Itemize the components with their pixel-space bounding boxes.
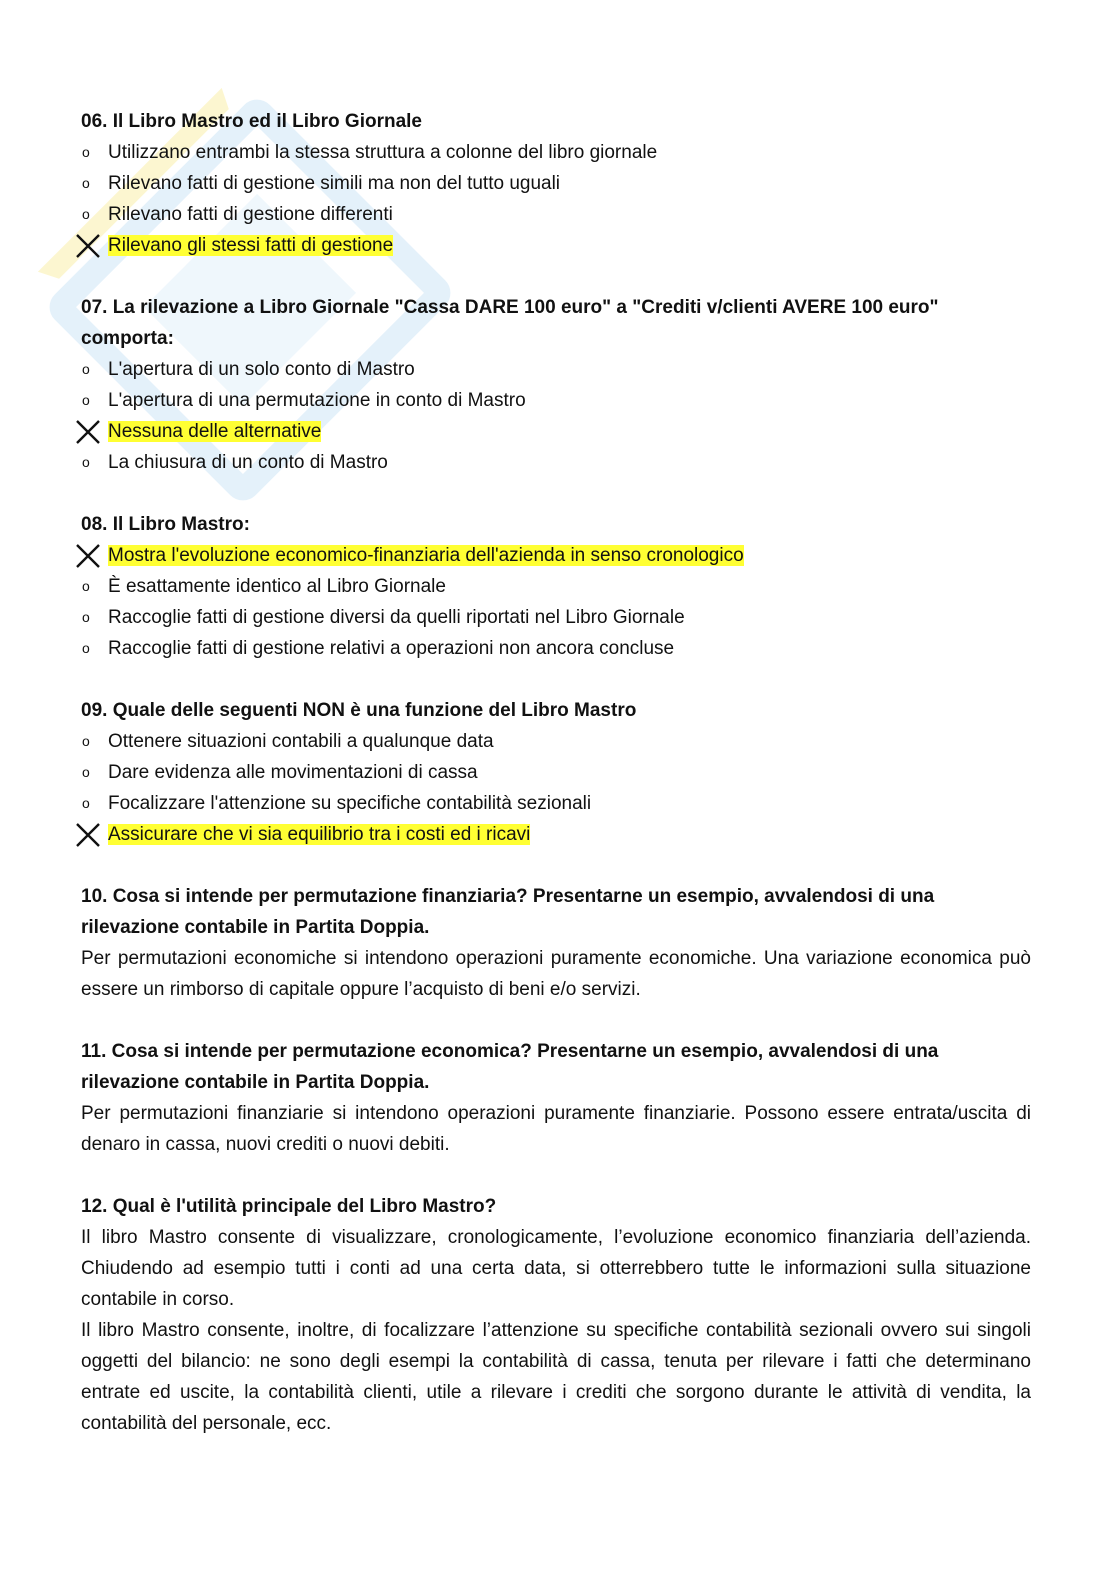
option: o Focalizzare l'attenzione su specifiche contabilità sezionali <box>81 788 1031 819</box>
option-selected <box>81 230 1031 261</box>
question-title: 12. Qual è l'utilità principale del Libro Mastro? <box>81 1196 497 1217</box>
question-title: 06. Il Libro Mastro ed il Libro Giornale <box>81 111 422 132</box>
option: o Raccoglie fatti di gestione relativi a operazioni non ancora concluse <box>81 633 1031 664</box>
bullet-icon: o <box>82 392 90 408</box>
question-06 <box>81 106 1031 261</box>
bullet-icon: o <box>82 609 90 625</box>
bullet-icon: o <box>82 454 90 470</box>
option: o Raccoglie fatti di gestione diversi da quelli riportati nel Libro Giornale <box>81 602 1031 633</box>
option: o L'apertura di una permutazione in conto di Mastro <box>81 385 1031 416</box>
option: o È esattamente identico al Libro Giornale <box>81 571 1031 602</box>
highlighted-answer: Nessuna delle alternative <box>108 421 322 442</box>
answer-paragraph: Per permutazioni finanziarie si intendono operazioni puramente finanziarie. Possono essere entrata/uscita di denaro in cassa, nuovi crediti o nuovi debiti. <box>81 1103 1031 1155</box>
bullet-icon: o <box>82 733 90 749</box>
answer-paragraph: Il libro Mastro consente, inoltre, di focalizzare l’attenzione su specifiche contabilità sezionali ovvero sui singoli oggetti del bilancio: ne sono degli esempi la contabilità di cassa, tenuta per rilevare i fatti che determinano entrate ed uscite, la contabilità clienti, utile a rilevare i crediti che sorgono durante le attività di vendita, la contabilità del personale, ecc. <box>81 1320 1031 1434</box>
question-12 <box>81 1191 1031 1439</box>
cross-mark-icon <box>74 418 102 446</box>
option: o La chiusura di un conto di Mastro <box>81 447 1031 478</box>
cross-mark-icon <box>74 542 102 570</box>
option: o Rilevano fatti di gestione differenti <box>81 199 1031 230</box>
option-selected <box>81 819 1031 850</box>
question-title: 10. Cosa si intende per permutazione finanziaria? Presentarne un esempio, avvalendosi di una rilevazione contabile in Partita Doppia. <box>81 886 935 938</box>
question-title: 07. La rilevazione a Libro Giornale "Cassa DARE 100 euro" a "Crediti v/clienti AVERE 100 euro" comporta: <box>81 297 939 349</box>
answer-paragraph: Per permutazioni economiche si intendono operazioni puramente economiche. Una variazione economica può essere un rimborso di capitale oppure l’acquisto di beni e/o servizi. <box>81 948 1031 1000</box>
option-selected <box>81 540 1031 571</box>
option: o L'apertura di un solo conto di Mastro <box>81 354 1031 385</box>
bullet-icon: o <box>82 144 90 160</box>
option: o Dare evidenza alle movimentazioni di cassa <box>81 757 1031 788</box>
document-body <box>81 106 1031 1470</box>
question-title: 08. Il Libro Mastro: <box>81 514 250 535</box>
option-selected <box>81 416 1031 447</box>
question-10 <box>81 881 1031 1005</box>
bullet-icon: o <box>82 361 90 377</box>
question-title: 09. Quale delle seguenti NON è una funzione del Libro Mastro <box>81 700 637 721</box>
highlighted-answer: Rilevano gli stessi fatti di gestione <box>108 235 394 256</box>
option: o Rilevano fatti di gestione simili ma non del tutto uguali <box>81 168 1031 199</box>
bullet-icon: o <box>82 206 90 222</box>
question-09 <box>81 695 1031 850</box>
question-title: 11. Cosa si intende per permutazione economica? Presentarne un esempio, avvalendosi di una rilevazione contabile in Partita Doppia. <box>81 1041 939 1093</box>
answer-paragraph: Il libro Mastro consente di visualizzare, cronologicamente, l’evoluzione economico finanziaria dell’azienda. Chiudendo ad esempio tutti i conti ad una certa data, si otterrebbero tutte le informazioni sulla situazione contabile in corso. <box>81 1227 1031 1310</box>
cross-mark-icon <box>74 232 102 260</box>
highlighted-answer: Assicurare che vi sia equilibrio tra i costi ed i ricavi <box>108 824 531 845</box>
bullet-icon: o <box>82 640 90 656</box>
bullet-icon: o <box>82 578 90 594</box>
question-11 <box>81 1036 1031 1160</box>
bullet-icon: o <box>82 795 90 811</box>
option: o Ottenere situazioni contabili a qualunque data <box>81 726 1031 757</box>
cross-mark-icon <box>74 821 102 849</box>
bullet-icon: o <box>82 764 90 780</box>
option: o Utilizzano entrambi la stessa struttura a colonne del libro giornale <box>81 137 1031 168</box>
bullet-icon: o <box>82 175 90 191</box>
highlighted-answer: Mostra l'evoluzione economico-finanziaria dell'azienda in senso cronologico <box>108 545 744 566</box>
question-08 <box>81 509 1031 664</box>
question-07 <box>81 292 1031 478</box>
